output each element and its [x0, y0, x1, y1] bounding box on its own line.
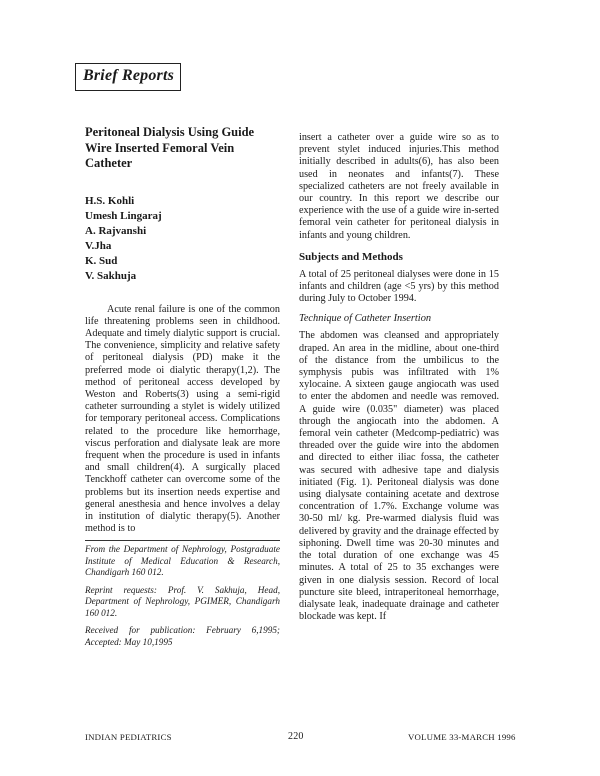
- footnote-divider: [85, 540, 280, 541]
- received-footnote: Received for publication: February 6,1995; Accepted: May 10,1995: [85, 625, 280, 647]
- technique-paragraph: The abdomen was cleansed and appropriately draped. An area in the midline, about one-third of the distance from the umbilicus to the symphysis pubis was infiltrated with 1% xylocaine. A sixteen gauge angiocath was used to enter the abdomen and needle was removed. A guide wire (0.035" diameter) was placed through the angiocath into the abdomen. A femoral vein catheter (Medcomp-pediatric) was threaded over the guide wire into the abdomen and directed to either iliac fossa, the catheter was secured with adhesive tape and dialysis initiated (Fig. 1). Peritoneal dialysis was done using dialysate containing acetate and dextrose concentration of 1.7%. Exchange volume was 30-50 ml/ kg. Pre-warmed dialysis fluid was delivered by gravity and the drainage effected by siphoning. Dwell time was 20-30 minutes and the total duration of one exchange was 45 minutes. A total of 25 to 35 exchanges were given in one dialysis session. Record of local puncture site bleed, intraperitoneal hemorrhage, dialysate leak, inadequate drainage and catheter blockade was kept. If: [299, 330, 499, 623]
- footer-page-number: 220: [288, 731, 304, 742]
- author: V. Sakhuja: [85, 269, 137, 282]
- subjects-heading: Subjects and Methods: [299, 250, 403, 263]
- author: Umesh Lingaraj: [85, 209, 162, 222]
- author: A. Rajvanshi: [85, 224, 147, 237]
- footer-issue: VOLUME 33-MARCH 1996: [408, 732, 516, 742]
- section-label: Brief Reports: [83, 67, 175, 84]
- reprint-footnote: Reprint requests: Prof. V. Sakhuja, Head, Department of Nephrology, PGIMER, Chandigarh 160 012.: [85, 584, 280, 618]
- author: K. Sud: [85, 254, 118, 267]
- affiliation-footnote: From the Department of Nephrology, Postgraduate Institute of Medical Education & Research, Chandigarh 160 012.: [85, 544, 280, 578]
- technique-heading: Technique of Catheter Insertion: [299, 313, 432, 325]
- subjects-paragraph: A total of 25 peritoneal dialyses were done in 15 infants and children (age <5 yrs) by this method during July to October 1994.: [299, 268, 499, 305]
- author-list: [85, 194, 280, 284]
- right-column: [299, 132, 499, 623]
- author: V.Jha: [85, 239, 112, 252]
- article-title: Peritoneal Dialysis Using Guide Wire Inserted Femoral Vein Catheter: [85, 125, 255, 170]
- intro-continued-paragraph: insert a catheter over a guide wire so as to prevent stylet induced injuries.This method initially described in adults(6), has also been used in neonates and infants(7). These specialized catheters are not freely available in our country. In this report we describe our experience with the use of a guide wire in-serted femoral vein catheter for peritoneal dialysis in infants and young children.: [299, 132, 499, 241]
- left-column: [85, 125, 280, 654]
- section-label-box: [75, 63, 181, 91]
- intro-paragraph: Acute renal failure is one of the common life threatening problems seen in childhood. Adequate and timely dialytic support is crucial. The convenience, simplicity and relative safety of peritoneal dialysis (PD) make it the preferred mode oi dialytic therapy(1,2). The method of peritoneal access developed by Weston and Roberts(3) using a semi-rigid catheter surrounding a stylet is widely utilized for temporary peritoneal access. Complications related to the procedure like hemorrhage, viscus perforation and dialysate leak are more frequent when the procedure is used in infants and small children(4). A surgically placed Tenckhoff catheter can overcome some of the problems but its insertion needs expertise and general anesthesia and hence involves a delay in institution of dialytic therapy(5). Another method is to: [85, 303, 280, 535]
- footer-journal: INDIAN PEDIATRICS: [85, 732, 172, 742]
- author: H.S. Kohli: [85, 194, 135, 207]
